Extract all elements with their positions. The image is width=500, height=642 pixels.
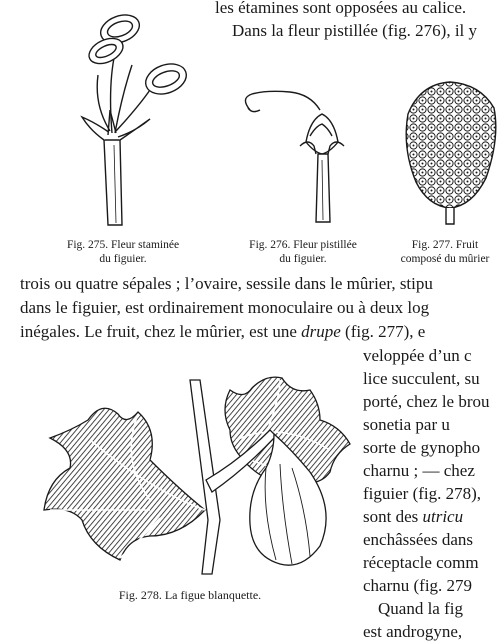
side-line-4: sonetia par u	[363, 415, 450, 434]
fig-branch-illustration	[30, 360, 360, 580]
text-line-3	[20, 322, 425, 342]
text-line-3c: (fig. 277), e	[340, 322, 426, 341]
side-line-6: charnu ; — chez	[363, 461, 475, 480]
text-line-3-drupe: drupe	[301, 322, 341, 341]
text-line-1: trois ou quatre sépales ; l’ovaire, sessile dans le mûrier, stipu	[20, 274, 433, 293]
fig275-caption	[38, 238, 208, 266]
side-line-8a: sont des	[363, 507, 423, 526]
side-line-12: Quand la fig	[378, 599, 463, 618]
fig276-caption	[228, 238, 378, 266]
side-line-3: porté, chez le brou	[363, 392, 490, 411]
pistillate-flower-illustration	[230, 80, 370, 230]
text-line-3a: inégales. Le fruit, chez le mûrier, est une	[20, 322, 302, 341]
fig276-caption-line2: du figuier.	[279, 253, 327, 265]
text-line-2: dans le figuier, est ordinairement monoculaire ou à deux log	[20, 298, 430, 317]
side-line-13: est androgyne,	[363, 622, 463, 641]
text-line-top-2: Dans la fleur pistillée (fig. 276), il y	[232, 21, 478, 40]
fig278-caption: Fig. 278. La figue blanquette.	[118, 588, 262, 602]
side-line-8	[363, 507, 463, 527]
side-line-8-utricu: utricu	[422, 507, 464, 526]
side-line-5: sorte de gynopho	[363, 438, 481, 457]
fig275-caption-line1: Fig. 275. Fleur staminée	[66, 239, 180, 251]
fig277-caption	[380, 238, 500, 266]
side-line-7: figuier (fig. 278),	[363, 484, 482, 503]
side-line-2: lice succulent, su	[363, 369, 480, 388]
side-line-1: veloppée d’un c	[363, 346, 472, 365]
side-line-9: enchâssées dans	[363, 530, 473, 549]
mulberry-fruit-illustration	[400, 78, 500, 228]
side-line-10: réceptacle comm	[363, 553, 479, 572]
staminate-flower-illustration	[70, 5, 200, 230]
side-line-11: charnu (fig. 279	[363, 576, 473, 595]
fig276-caption-line1: Fig. 276. Fleur pistillée	[249, 239, 357, 251]
text-line-top-1: les étamines sont opposées au calice.	[215, 0, 467, 17]
fig277-caption-line1: Fig. 277. Fruit	[411, 239, 479, 251]
fig275-caption-line2: du figuier.	[99, 253, 147, 265]
fig277-caption-line2: composé du mûrier	[400, 253, 490, 265]
